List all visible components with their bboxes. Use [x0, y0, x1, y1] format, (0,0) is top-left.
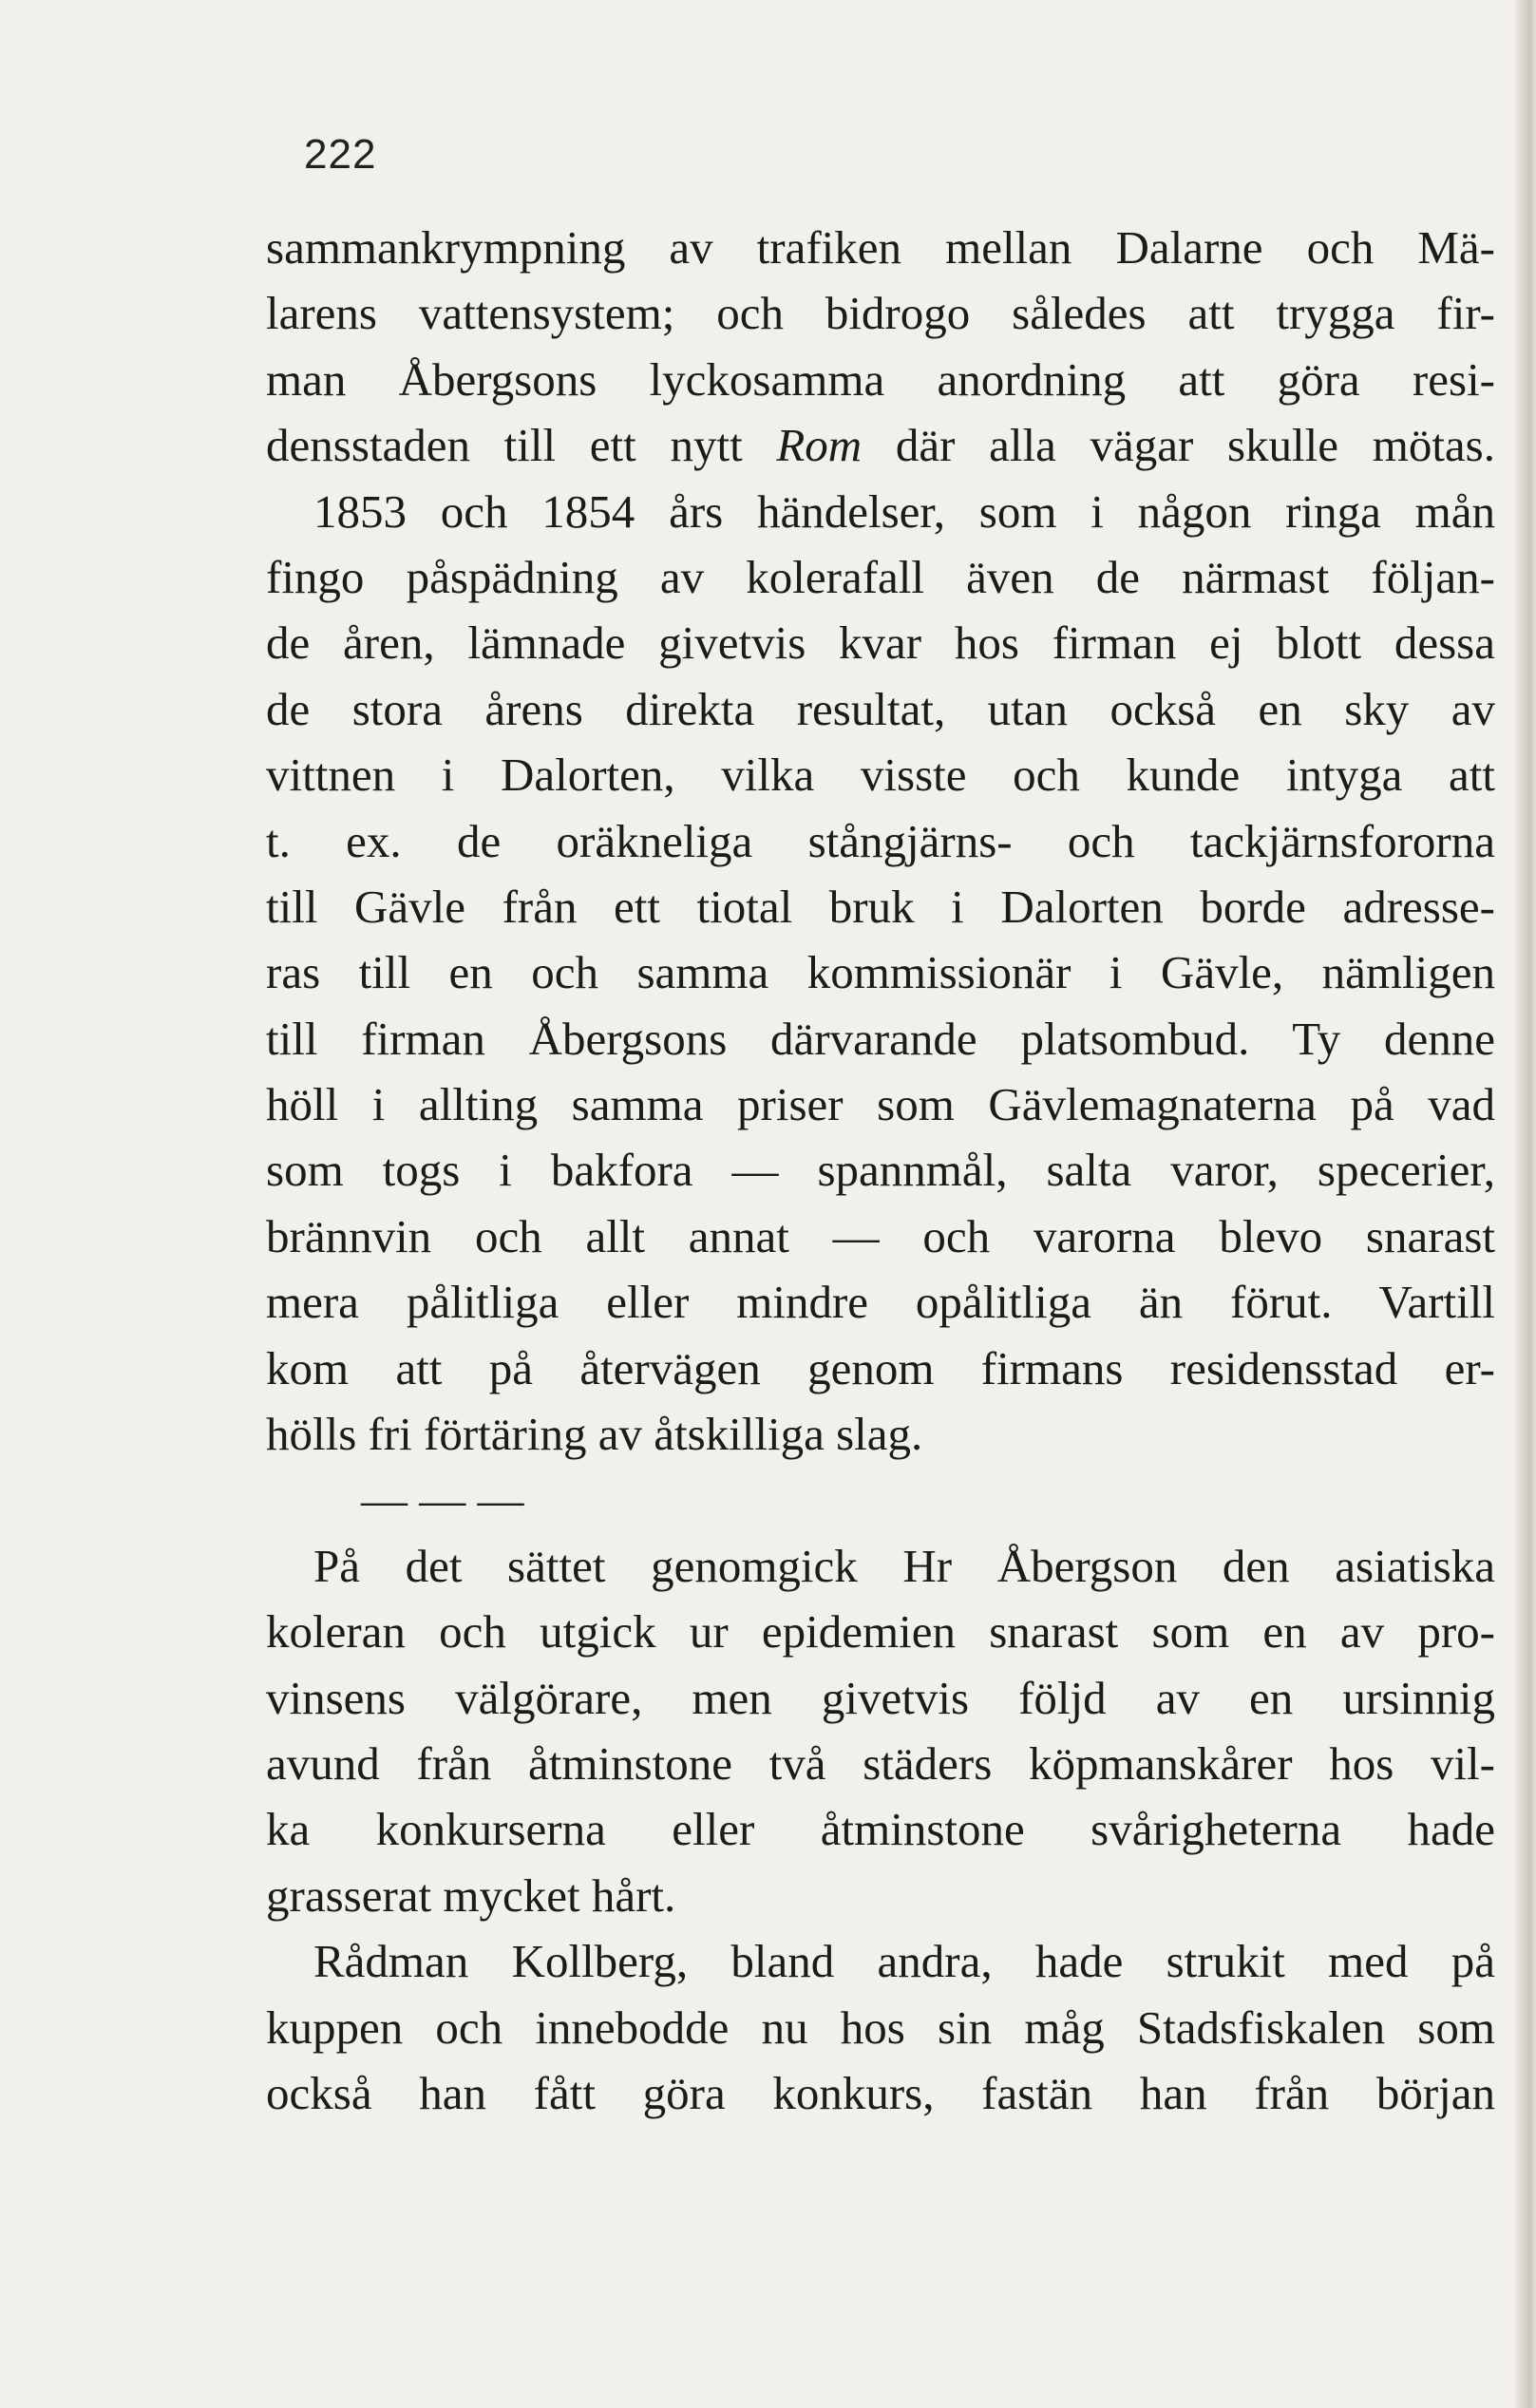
text-line: [266, 412, 1495, 478]
text-line: som togs i bakfora — spannmål, salta varor, specerier,: [266, 1144, 1495, 1197]
italic-word-rom: Rom: [776, 419, 863, 472]
body-text: [266, 215, 1495, 2126]
paragraph-last-line: hölls fri förtäring av åtskilliga slag.: [266, 1408, 923, 1461]
section-divider: — — —: [361, 1473, 524, 1526]
text-line: ka konkurserna eller åtminstone svårigheterna hade: [266, 1803, 1495, 1856]
text-line: ras till en och samma kommissionär i Gävle, nämligen: [266, 946, 1495, 999]
text-line: larens vattensystem; och bidrogo således att trygga fir-: [266, 287, 1495, 340]
text-line-end: där alla vägar skulle mötas.: [862, 419, 1495, 472]
page-number: 222: [304, 131, 377, 178]
text-line: sammankrympning av trafiken mellan Dalarne och Mä-: [266, 221, 1495, 274]
paragraph-first-line: På det sättet genomgick Hr Åbergson den asiatiska: [313, 1539, 1495, 1592]
paragraph-first-line: Rådman Kollberg, bland andra, hade strukit med på: [313, 1935, 1495, 1988]
text-line-start: densstaden till ett nytt: [266, 419, 777, 472]
page-edge-shadow: [1515, 0, 1536, 2408]
text-line: avund från åtminstone två städers köpmanskårer hos vil-: [266, 1736, 1495, 1790]
text-line: kom att på återvägen genom firmans residensstad er-: [266, 1341, 1495, 1394]
text-line: till Gävle från ett tiotal bruk i Dalorten borde adresse-: [266, 880, 1495, 933]
text-line: mera pålitliga eller mindre opålitliga än förut. Vartill: [266, 1276, 1495, 1329]
text-line: man Åbergsons lyckosamma anordning att göra resi-: [266, 352, 1495, 406]
text-line: t. ex. de oräkneliga stångjärns- och tackjärnsfororna: [266, 814, 1495, 867]
paragraph-first-line: 1853 och 1854 års händelser, som i någon ringa mån: [313, 484, 1495, 538]
text-line: brännvin och allt annat — och varorna blevo snarast: [266, 1209, 1495, 1262]
text-line: kuppen och innebodde nu hos sin måg Stadsfiskalen som: [266, 2000, 1495, 2054]
text-line: de stora årens direkta resultat, utan också en sky av: [266, 682, 1495, 735]
text-line: till firman Åbergsons därvarande platsombud. Ty denne: [266, 1012, 1495, 1065]
text-line: koleran och utgick ur epidemien snarast som en av pro-: [266, 1605, 1495, 1659]
text-line: höll i allting samma priser som Gävlemagnaterna på vad: [266, 1078, 1495, 1131]
text-line: fingo påspädning av kolerafall även de närmast följan-: [266, 550, 1495, 603]
paragraph-last-line: grasserat mycket hårt.: [266, 1868, 676, 1922]
text-line: också han fått göra konkurs, fastän han från början: [266, 2066, 1495, 2119]
text-line: vinsens välgörare, men givetvis följd av en ursinnig: [266, 1671, 1495, 1724]
text-line: de åren, lämnade givetvis kvar hos firman ej blott dessa: [266, 616, 1495, 670]
text-line: vittnen i Dalorten, vilka visste och kunde intyga att: [266, 749, 1495, 802]
